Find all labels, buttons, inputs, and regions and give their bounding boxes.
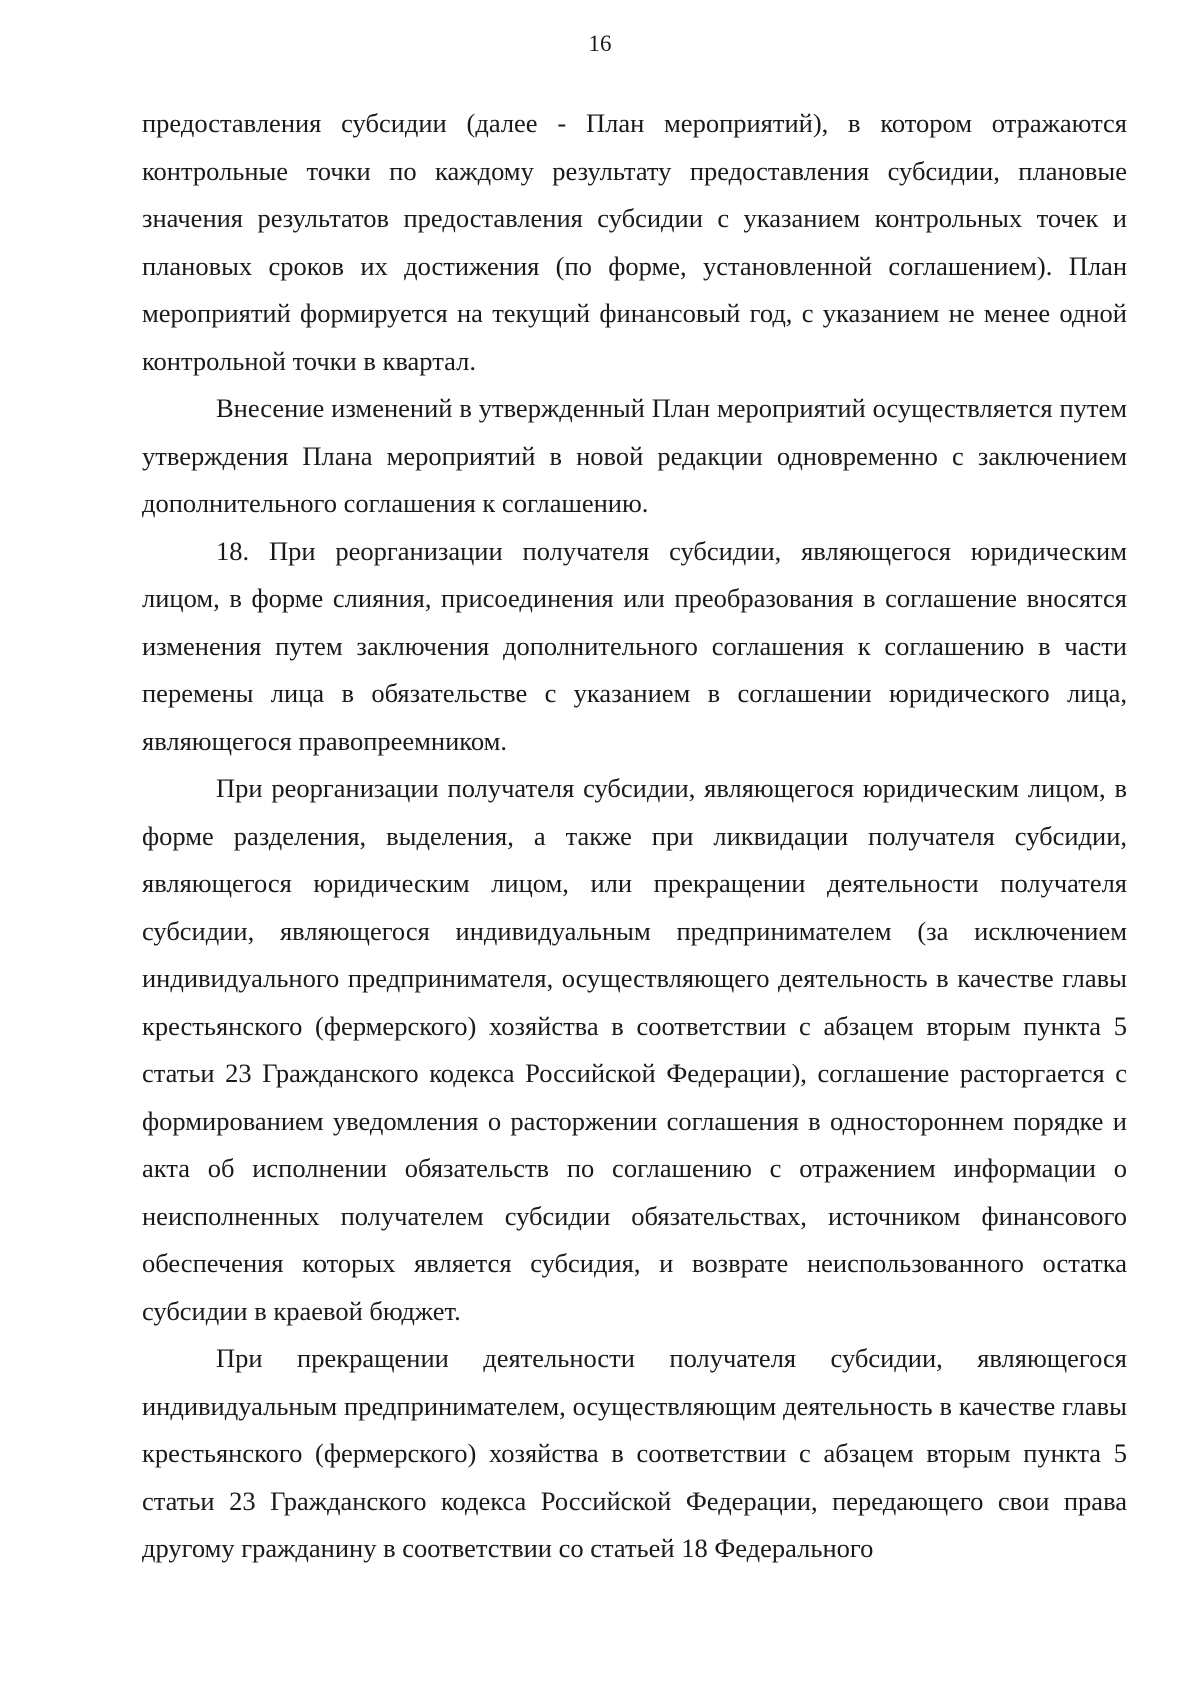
paragraph-18-merger: 18. При реорганизации получателя субсидии, являющегося юридическим лицом, в форме слияния, присоединения или преобразования в соглашение вносятся изменения путем заключения дополнительного соглашения к соглашению в части перемены лица в обязательстве с указанием в соглашении юридического лица, являющегося правопреемником. — [142, 535, 1127, 756]
paragraph-liquidation: При реорганизации получателя субсидии, являющегося юридическим лицом, в форме разделения, выделения, а также при ликвидации получателя субсидии, являющегося юридическим лицом, или прекращении деятельности получателя субсидии, являющегося индивидуальным предпринимателем (за исключением индивидуального предпринимателя, осуществляющего деятельность в качестве главы крестьянского (фермерского) хозяйства в соответствии с абзацем вторым пункта 5 статьи 23 Гражданского кодекса Российской Федерации), соглашение расторгается с формированием уведомления о расторжении соглашения в одностороннем порядке и акта об исполнении обязательств по соглашению с отражением информации о неисполненных получателем субсидии обязательствах, источником финансового обеспечения которых является субсидия, и возврате неиспользованного остатка субсидии в краевой бюджет. — [142, 773, 1127, 1326]
paragraph-plan-amendment: Внесение изменений в утвержденный План мероприятий осуществляется путем утверждения Плана мероприятий в новой редакции одновременно с заключением дополнительного соглашения к соглашению. — [142, 393, 1127, 518]
paragraph-plan-description: предоставления субсидии (далее - План мероприятий), в котором отражаются контрольные точки по каждому результату предоставления субсидии, плановые значения результатов предоставления субсидии с указанием контрольных точек и плановых сроков их достижения (по форме, установленной соглашением). План мероприятий формируется на текущий финансовый год, с указанием не менее одной контрольной точки в квартал. — [142, 108, 1127, 376]
paragraph-farm-termination: При прекращении деятельности получателя субсидии, являющегося индивидуальным предпринимателем, осуществляющим деятельность в качестве главы крестьянского (фермерского) хозяйства в соответствии с абзацем вторым пункта 5 статьи 23 Гражданского кодекса Российской Федерации, передающего свои права другому гражданину в соответствии со статьей 18 Федерального — [142, 1343, 1127, 1563]
page-number: 16 — [588, 31, 612, 56]
document-body — [142, 100, 1127, 1573]
